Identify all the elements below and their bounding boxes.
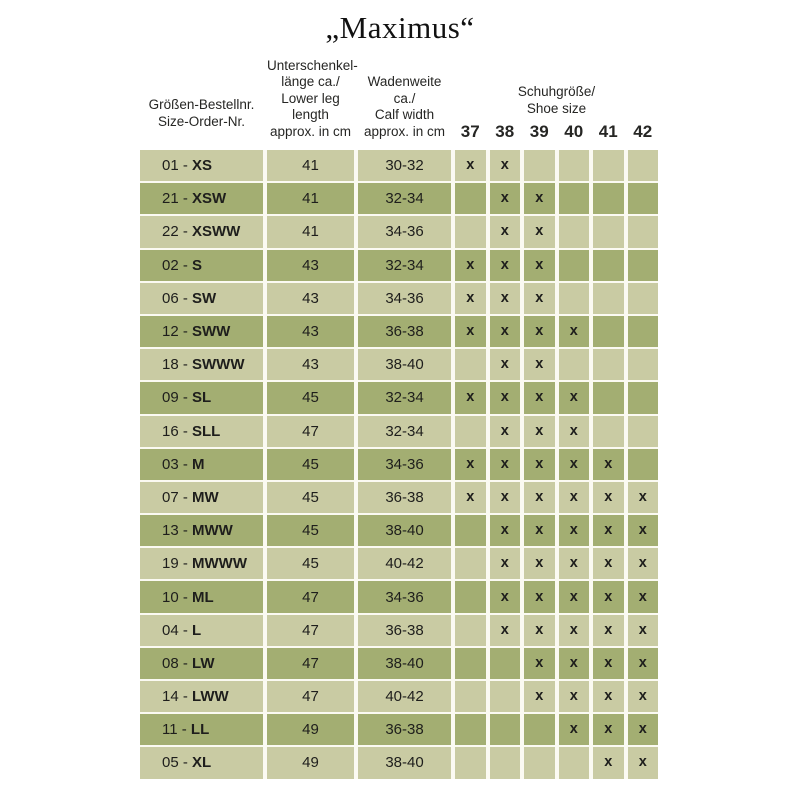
- shoe-size-mark-cell: x: [559, 615, 590, 646]
- shoe-size-mark-cell: x: [490, 449, 521, 480]
- shoe-size-mark-cell: x: [524, 648, 555, 679]
- calf-width-cell: 36-38: [358, 615, 451, 646]
- shoe-size-mark-cell: x: [455, 449, 486, 480]
- shoe-size-mark-cell: x: [524, 548, 555, 579]
- shoe-size-mark-cell: x: [559, 449, 590, 480]
- leg-length-cell: 41: [267, 150, 354, 181]
- shoe-size-mark-cell: x: [490, 581, 521, 612]
- shoe-size-mark-cell: [490, 648, 521, 679]
- order-cell: [140, 250, 263, 281]
- calf-width-cell: 32-34: [358, 250, 451, 281]
- shoe-size-40: 40: [564, 122, 584, 141]
- shoe-size-mark-cell: x: [628, 714, 659, 745]
- shoe-size-mark-cell: [628, 250, 659, 281]
- calf-width-cell: 38-40: [358, 747, 451, 778]
- shoe-size-mark-cell: x: [593, 548, 624, 579]
- shoe-size-mark-cell: x: [593, 581, 624, 612]
- leg-length-cell: 45: [267, 449, 354, 480]
- shoe-size-mark-cell: [628, 382, 659, 413]
- shoe-size-mark-cell: [455, 183, 486, 214]
- leg-length-cell: 47: [267, 681, 354, 712]
- shoe-size-mark-cell: x: [593, 714, 624, 745]
- col-header-size-order: [140, 97, 263, 130]
- shoe-size-mark-cell: x: [628, 482, 659, 513]
- shoe-size-mark-cell: [490, 747, 521, 778]
- size-code: SW: [192, 289, 217, 307]
- shoe-size-mark-cell: x: [559, 714, 590, 745]
- leg-length-cell: 43: [267, 316, 354, 347]
- leg-length-cell: 43: [267, 250, 354, 281]
- order-prefix: 10 -: [162, 588, 193, 606]
- shoe-size-mark-cell: [593, 250, 624, 281]
- shoe-size-numbers: [455, 123, 658, 140]
- order-cell: [140, 747, 263, 778]
- shoe-size-mark-cell: x: [559, 581, 590, 612]
- order-cell: [140, 183, 263, 214]
- shoe-size-37: 37: [460, 122, 480, 141]
- order-cell: [140, 681, 263, 712]
- shoe-size-mark-cell: [628, 150, 659, 181]
- calf-width-cell: 38-40: [358, 515, 451, 546]
- calf-width-cell: 32-34: [358, 382, 451, 413]
- shoe-size-mark-cell: x: [593, 449, 624, 480]
- shoe-size-mark-cell: x: [524, 416, 555, 447]
- shoe-size-mark-cell: [628, 216, 659, 247]
- shoe-size-mark-cell: x: [524, 515, 555, 546]
- shoe-size-mark-cell: x: [628, 548, 659, 579]
- size-code: ML: [192, 588, 214, 606]
- shoe-size-42: 42: [633, 122, 653, 141]
- shoe-size-mark-cell: x: [524, 681, 555, 712]
- calf-width-cell: 30-32: [358, 150, 451, 181]
- shoe-size-mark-cell: x: [490, 482, 521, 513]
- size-table-body: [140, 150, 658, 779]
- order-cell: [140, 283, 263, 314]
- shoe-size-mark-cell: [455, 548, 486, 579]
- leg-length-cell: 49: [267, 747, 354, 778]
- shoe-size-mark-cell: x: [559, 648, 590, 679]
- order-prefix: 19 -: [162, 555, 193, 573]
- shoe-size-mark-cell: [559, 216, 590, 247]
- shoe-size-mark-cell: [628, 316, 659, 347]
- order-prefix: 04 -: [162, 621, 193, 639]
- col-header-lower-leg-line4: approx. in cm: [269, 123, 352, 139]
- shoe-size-mark-cell: [593, 283, 624, 314]
- order-prefix: 21 -: [162, 190, 193, 208]
- calf-width-cell: 36-38: [358, 714, 451, 745]
- size-code: SWW: [192, 323, 231, 341]
- shoe-size-mark-cell: x: [490, 416, 521, 447]
- shoe-size-mark-cell: [455, 681, 486, 712]
- shoe-size-mark-cell: x: [490, 216, 521, 247]
- shoe-size-mark-cell: [593, 183, 624, 214]
- calf-width-cell: 32-34: [358, 183, 451, 214]
- shoe-size-mark-cell: x: [524, 216, 555, 247]
- col-header-calf-width-line3: approx. in cm: [363, 123, 446, 139]
- order-prefix: 12 -: [162, 323, 193, 341]
- size-code: S: [192, 256, 203, 274]
- shoe-size-mark-cell: [628, 449, 659, 480]
- shoe-size-mark-cell: x: [628, 615, 659, 646]
- shoe-size-mark-cell: [455, 648, 486, 679]
- shoe-size-mark-cell: [628, 283, 659, 314]
- col-header-size-order-line1: Größen-Bestellnr.: [148, 97, 255, 112]
- order-prefix: 07 -: [162, 488, 193, 506]
- shoe-size-mark-cell: x: [455, 250, 486, 281]
- shoe-size-mark-cell: x: [490, 250, 521, 281]
- shoe-size-mark-cell: x: [559, 681, 590, 712]
- order-cell: [140, 349, 263, 380]
- size-code: XSW: [192, 190, 227, 208]
- order-prefix: 16 -: [162, 422, 193, 440]
- size-code: MW: [192, 488, 219, 506]
- order-prefix: 13 -: [162, 522, 193, 540]
- shoe-size-mark-cell: x: [593, 681, 624, 712]
- calf-width-cell: 38-40: [358, 349, 451, 380]
- shoe-size-mark-cell: [455, 714, 486, 745]
- shoe-size-mark-cell: x: [524, 250, 555, 281]
- calf-width-cell: 36-38: [358, 482, 451, 513]
- shoe-size-mark-cell: x: [455, 316, 486, 347]
- order-prefix: 05 -: [162, 754, 193, 772]
- order-prefix: 09 -: [162, 389, 193, 407]
- order-prefix: 06 -: [162, 289, 193, 307]
- shoe-size-mark-cell: x: [490, 183, 521, 214]
- order-prefix: 18 -: [162, 356, 193, 374]
- calf-width-cell: 34-36: [358, 216, 451, 247]
- size-code: MWW: [192, 522, 233, 540]
- shoe-size-mark-cell: [455, 216, 486, 247]
- order-cell: [140, 714, 263, 745]
- calf-width-cell: 34-36: [358, 581, 451, 612]
- calf-width-cell: 32-34: [358, 416, 451, 447]
- shoe-size-mark-cell: x: [490, 150, 521, 181]
- shoe-size-mark-cell: x: [524, 581, 555, 612]
- calf-width-cell: 40-42: [358, 548, 451, 579]
- calf-width-cell: 38-40: [358, 648, 451, 679]
- col-header-shoe-size-group: [455, 84, 658, 140]
- shoe-size-mark-cell: x: [524, 382, 555, 413]
- shoe-size-mark-cell: [593, 316, 624, 347]
- order-cell: [140, 615, 263, 646]
- leg-length-cell: 45: [267, 515, 354, 546]
- shoe-size-group-label: [455, 84, 658, 117]
- shoe-size-mark-cell: x: [524, 449, 555, 480]
- shoe-size-mark-cell: x: [524, 183, 555, 214]
- col-header-lower-leg-line3: Lower leg length: [281, 90, 340, 122]
- shoe-size-mark-cell: x: [593, 648, 624, 679]
- order-cell: [140, 482, 263, 513]
- leg-length-cell: 47: [267, 648, 354, 679]
- shoe-size-mark-cell: x: [559, 416, 590, 447]
- shoe-size-mark-cell: [628, 349, 659, 380]
- shoe-size-mark-cell: x: [490, 283, 521, 314]
- size-code: SWWW: [192, 356, 245, 374]
- leg-length-cell: 47: [267, 416, 354, 447]
- shoe-size-mark-cell: [455, 581, 486, 612]
- leg-length-cell: 47: [267, 615, 354, 646]
- shoe-size-mark-cell: [490, 714, 521, 745]
- size-code: SLL: [192, 422, 221, 440]
- shoe-size-mark-cell: x: [628, 515, 659, 546]
- shoe-size-mark-cell: x: [628, 747, 659, 778]
- shoe-size-mark-cell: x: [559, 482, 590, 513]
- leg-length-cell: 49: [267, 714, 354, 745]
- order-cell: [140, 316, 263, 347]
- calf-width-cell: 34-36: [358, 449, 451, 480]
- order-prefix: 03 -: [162, 455, 193, 473]
- shoe-size-mark-cell: x: [593, 615, 624, 646]
- shoe-size-mark-cell: x: [490, 316, 521, 347]
- leg-length-cell: 41: [267, 216, 354, 247]
- shoe-size-mark-cell: x: [559, 316, 590, 347]
- calf-width-cell: 34-36: [358, 283, 451, 314]
- order-cell: [140, 150, 263, 181]
- shoe-size-mark-cell: x: [455, 382, 486, 413]
- shoe-size-mark-cell: [524, 714, 555, 745]
- size-code: M: [192, 455, 205, 473]
- leg-length-cell: 43: [267, 349, 354, 380]
- shoe-size-mark-cell: x: [524, 482, 555, 513]
- shoe-size-mark-cell: x: [559, 382, 590, 413]
- shoe-size-mark-cell: [628, 183, 659, 214]
- order-prefix: 02 -: [162, 256, 193, 274]
- shoe-size-label-de: Schuhgröße/: [517, 84, 596, 99]
- shoe-size-41: 41: [598, 122, 618, 141]
- order-cell: [140, 648, 263, 679]
- shoe-size-mark-cell: x: [524, 283, 555, 314]
- shoe-size-mark-cell: [593, 416, 624, 447]
- calf-width-cell: 40-42: [358, 681, 451, 712]
- shoe-size-mark-cell: [455, 747, 486, 778]
- size-code: LWW: [192, 688, 229, 706]
- col-header-calf-width-line1: Wadenweite ca./: [367, 74, 442, 106]
- shoe-size-mark-cell: x: [559, 548, 590, 579]
- order-cell: [140, 416, 263, 447]
- order-cell: [140, 449, 263, 480]
- order-prefix: 08 -: [162, 654, 193, 672]
- order-cell: [140, 548, 263, 579]
- size-code: XL: [192, 754, 212, 772]
- shoe-size-mark-cell: [559, 250, 590, 281]
- shoe-size-mark-cell: [628, 416, 659, 447]
- shoe-size-38: 38: [495, 122, 515, 141]
- order-prefix: 14 -: [162, 688, 193, 706]
- shoe-size-mark-cell: x: [628, 648, 659, 679]
- shoe-size-mark-cell: x: [524, 349, 555, 380]
- col-header-lower-leg-line2: länge ca./: [281, 74, 340, 89]
- shoe-size-mark-cell: x: [559, 515, 590, 546]
- shoe-size-mark-cell: x: [628, 681, 659, 712]
- size-code: XS: [192, 157, 213, 175]
- shoe-size-mark-cell: x: [490, 349, 521, 380]
- shoe-size-mark-cell: [455, 349, 486, 380]
- shoe-size-mark-cell: [455, 615, 486, 646]
- order-cell: [140, 216, 263, 247]
- size-code: SL: [192, 389, 212, 407]
- shoe-size-mark-cell: [524, 747, 555, 778]
- shoe-size-mark-cell: x: [593, 515, 624, 546]
- shoe-size-39: 39: [529, 122, 549, 141]
- shoe-size-mark-cell: [559, 183, 590, 214]
- shoe-size-mark-cell: [524, 150, 555, 181]
- shoe-size-mark-cell: x: [490, 382, 521, 413]
- shoe-size-mark-cell: [455, 416, 486, 447]
- size-code: LW: [192, 654, 215, 672]
- shoe-size-mark-cell: [593, 150, 624, 181]
- shoe-size-mark-cell: [559, 349, 590, 380]
- leg-length-cell: 45: [267, 482, 354, 513]
- shoe-size-mark-cell: [455, 515, 486, 546]
- shoe-size-mark-cell: x: [593, 747, 624, 778]
- shoe-size-mark-cell: x: [593, 482, 624, 513]
- shoe-size-mark-cell: x: [628, 581, 659, 612]
- order-cell: [140, 581, 263, 612]
- order-prefix: 01 -: [162, 157, 193, 175]
- shoe-size-mark-cell: x: [490, 615, 521, 646]
- page-title: „Maximus“: [325, 10, 475, 45]
- size-code: XSWW: [192, 223, 241, 241]
- col-header-size-order-line2: Size-Order-Nr.: [157, 113, 245, 129]
- shoe-size-mark-cell: x: [524, 615, 555, 646]
- order-prefix: 11 -: [162, 721, 191, 739]
- order-cell: [140, 382, 263, 413]
- shoe-size-mark-cell: x: [524, 316, 555, 347]
- leg-length-cell: 45: [267, 382, 354, 413]
- shoe-size-mark-cell: x: [490, 548, 521, 579]
- shoe-size-mark-cell: x: [490, 515, 521, 546]
- shoe-size-mark-cell: [559, 283, 590, 314]
- leg-length-cell: 41: [267, 183, 354, 214]
- calf-width-cell: 36-38: [358, 316, 451, 347]
- size-code: L: [192, 621, 202, 639]
- col-header-lower-leg-length: [267, 57, 358, 141]
- leg-length-cell: 43: [267, 283, 354, 314]
- shoe-size-mark-cell: x: [455, 482, 486, 513]
- shoe-size-mark-cell: [559, 747, 590, 778]
- table-header: [140, 56, 658, 150]
- order-cell: [140, 515, 263, 546]
- shoe-size-label-en: Shoe size: [526, 100, 587, 116]
- col-header-lower-leg-line1: Unterschenkel-: [267, 57, 358, 73]
- col-header-calf-width-line2: Calf width: [374, 107, 435, 122]
- shoe-size-mark-cell: [593, 382, 624, 413]
- size-code: MWWW: [192, 555, 247, 573]
- shoe-size-mark-cell: [559, 150, 590, 181]
- col-header-calf-width: [358, 74, 451, 140]
- shoe-size-mark-cell: x: [455, 150, 486, 181]
- shoe-size-mark-cell: [593, 216, 624, 247]
- shoe-size-mark-cell: [490, 681, 521, 712]
- shoe-size-mark-cell: x: [455, 283, 486, 314]
- order-prefix: 22 -: [162, 223, 193, 241]
- leg-length-cell: 47: [267, 581, 354, 612]
- size-code: LL: [190, 721, 210, 739]
- leg-length-cell: 45: [267, 548, 354, 579]
- shoe-size-mark-cell: [593, 349, 624, 380]
